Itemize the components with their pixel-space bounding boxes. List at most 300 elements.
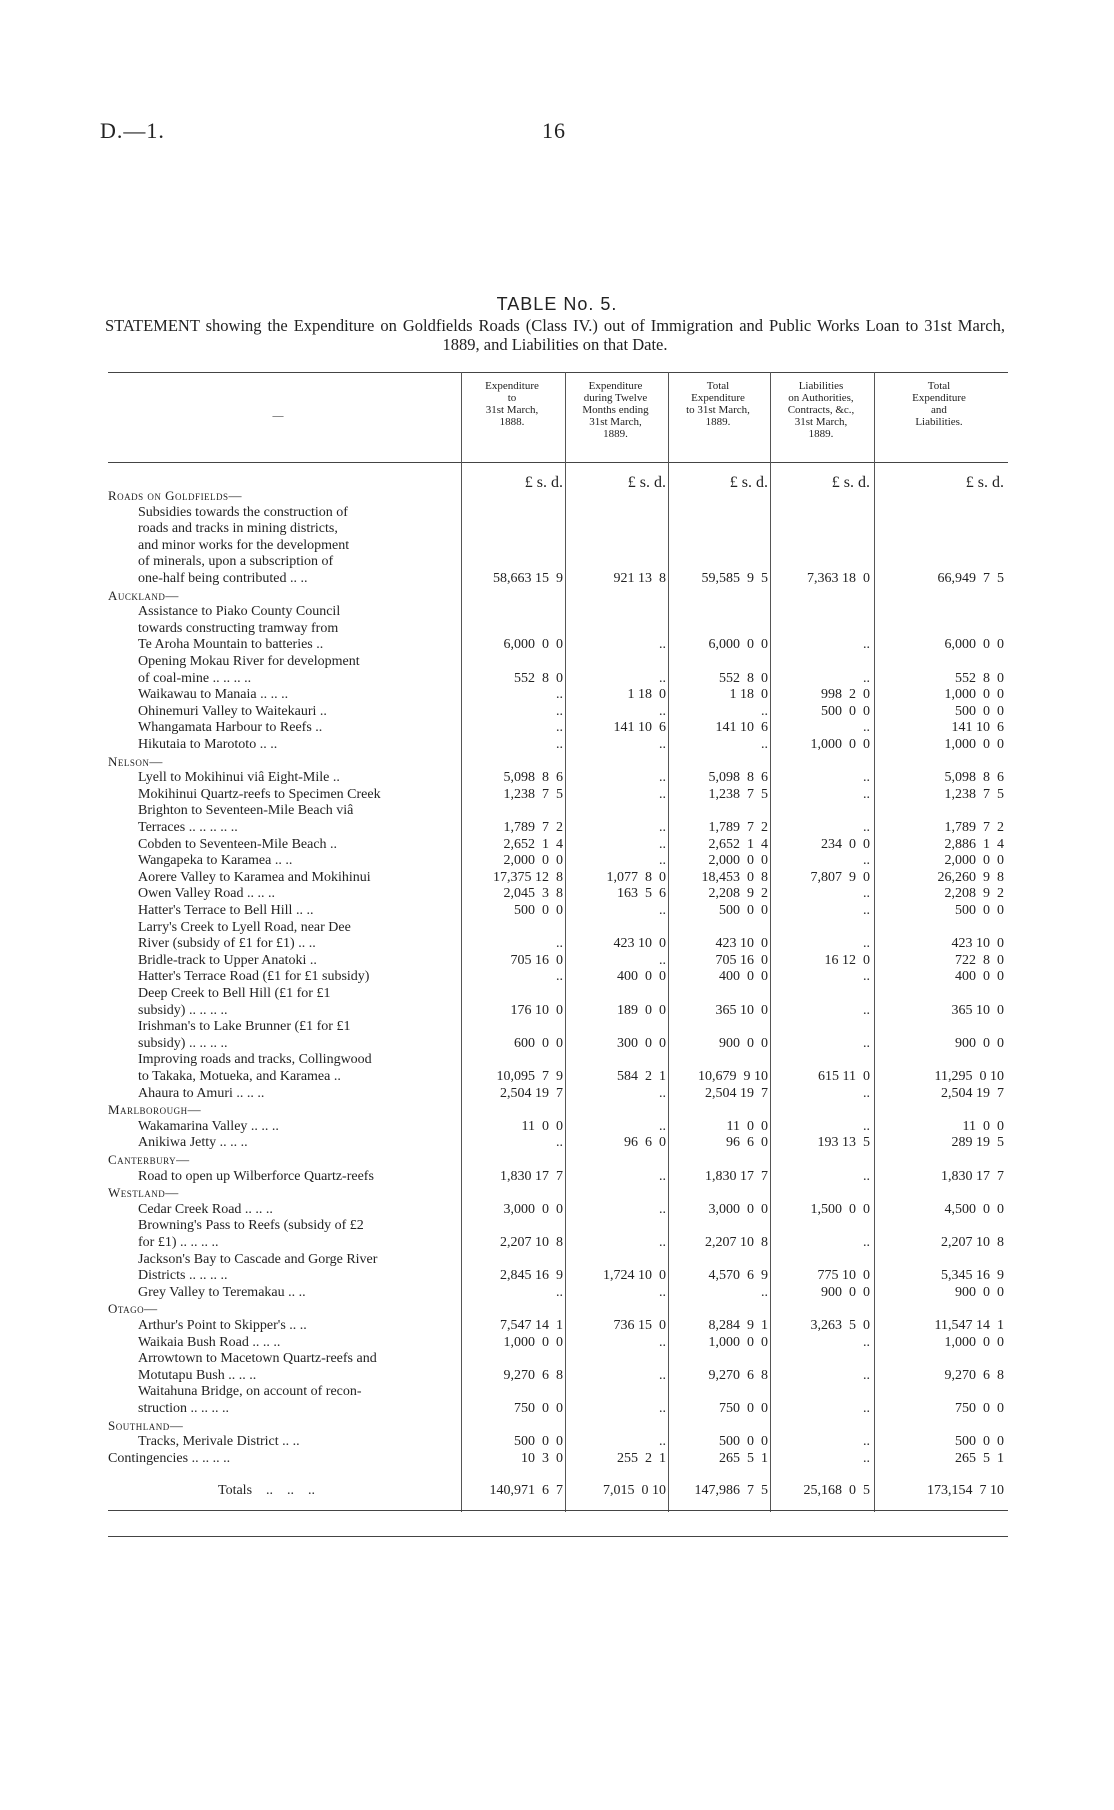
col-header-line: Liabilities. xyxy=(915,416,963,428)
amount-cell: 2,207 10 8 xyxy=(500,1235,563,1250)
amount-cell: 2,207 10 8 xyxy=(941,1235,1004,1250)
statement-caption: STATEMENT showing the Expenditure on Goldfields Roads (Class IV.) out of Immigration and Public Works Loan to 31st March, 1889, and Liabilities on that Date. xyxy=(105,316,1005,354)
row-description: subsidy) .. .. .. .. xyxy=(138,1002,228,1018)
row-description: struction .. .. .. .. xyxy=(138,1401,229,1416)
table-row xyxy=(108,521,1008,537)
amount-cell: .. xyxy=(556,1135,563,1151)
table-row xyxy=(108,654,1008,670)
row-description: Hatter's Terrace to Bell Hill .. .. xyxy=(138,903,314,918)
amount-cell: 11,547 14 1 xyxy=(934,1318,1004,1333)
amount-cell: 2,207 10 8 xyxy=(705,1235,768,1250)
amount-cell: 500 0 0 xyxy=(719,903,768,918)
table-row xyxy=(108,571,1008,587)
amount-cell: .. xyxy=(863,1002,870,1018)
amount-cell: .. xyxy=(863,969,870,985)
amount-cell: 705 16 0 xyxy=(715,952,768,968)
table-row xyxy=(108,1169,1008,1185)
amount-cell: 750 0 0 xyxy=(719,1401,768,1416)
row-description: Waitahuna Bridge, on account of recon- xyxy=(138,1384,362,1400)
table-row xyxy=(108,554,1008,570)
col-expenditure-twelve-months-header xyxy=(565,380,666,440)
section-heading-row xyxy=(108,1418,1008,1434)
amount-cell: 2,652 1 4 xyxy=(708,836,768,852)
amount-cell: 7,547 14 1 xyxy=(500,1318,563,1333)
amount-cell: 289 19 5 xyxy=(951,1135,1004,1151)
col-header-line: 1888. xyxy=(499,416,525,428)
col-desc-header: — xyxy=(272,410,284,422)
amount-cell: .. xyxy=(863,1434,870,1450)
amount-cell: 300 0 0 xyxy=(617,1035,666,1051)
amount-cell: 6,000 0 0 xyxy=(708,637,768,653)
amount-cell: 2,045 3 8 xyxy=(503,886,563,902)
amount-cell: .. xyxy=(761,737,768,752)
table-row xyxy=(108,986,1008,1002)
amount-cell: 10,095 7 9 xyxy=(496,1069,563,1084)
table-row xyxy=(108,1218,1008,1234)
row-description: River (subsidy of £1 for £1) .. .. xyxy=(138,936,316,952)
amount-cell: .. xyxy=(863,1450,870,1466)
table-row xyxy=(108,604,1008,620)
amount-cell: 584 2 1 xyxy=(617,1069,666,1084)
amount-cell: 1,789 7 2 xyxy=(708,820,768,835)
col-header-line: during Twelve xyxy=(583,392,648,404)
amount-cell: 615 11 0 xyxy=(818,1069,870,1084)
amount-cell: .. xyxy=(556,936,563,952)
amount-cell: .. xyxy=(659,1401,666,1416)
row-description: Road to open up Wilberforce Quartz-reefs xyxy=(138,1168,374,1184)
row-description: Arthur's Point to Skipper's .. .. xyxy=(138,1318,307,1333)
amount-cell: .. xyxy=(863,1085,870,1101)
table-row xyxy=(108,505,1008,521)
row-description: Brighton to Seventeen-Mile Beach viâ xyxy=(138,803,354,819)
section-heading-row xyxy=(108,588,1008,604)
row-description: Westland— xyxy=(108,1185,179,1201)
table-row xyxy=(108,886,1008,902)
row-description: Auckland— xyxy=(108,587,179,603)
table-row xyxy=(108,1069,1008,1085)
table-row xyxy=(108,803,1008,819)
amount-cell: 500 0 0 xyxy=(514,1434,563,1450)
amount-cell: 2,652 1 4 xyxy=(503,836,563,852)
amount-cell: 11,295 0 10 xyxy=(934,1069,1004,1084)
amount-cell: 2,208 9 2 xyxy=(944,886,1004,902)
amount-cell: .. xyxy=(556,737,563,752)
row-description: Hikutaia to Marototo .. .. xyxy=(138,737,278,752)
row-description: Deep Creek to Bell Hill (£1 for £1 xyxy=(138,986,331,1001)
table-row xyxy=(108,1401,1008,1417)
col-header-line: 1889. xyxy=(705,416,731,428)
row-description: Cobden to Seventeen-Mile Beach .. xyxy=(138,836,338,852)
amount-cell: .. xyxy=(863,936,870,952)
row-description: Whangamata Harbour to Reefs .. xyxy=(138,720,323,736)
amount-cell: .. xyxy=(863,1235,870,1250)
amount-cell: 141 10 6 xyxy=(715,720,768,736)
row-description: of minerals, upon a subscription of xyxy=(138,554,334,570)
totals-row xyxy=(108,1483,1008,1499)
amount-cell: 6,000 0 0 xyxy=(944,637,1004,653)
amount-cell: .. xyxy=(863,1035,870,1051)
row-description: Anikiwa Jetty .. .. .. xyxy=(138,1135,248,1151)
amount-cell: 1 18 0 xyxy=(627,687,666,703)
amount-cell: .. xyxy=(863,1118,870,1134)
amount-cell: 600 0 0 xyxy=(514,1035,563,1051)
total-amount-cell: 173,154 7 10 xyxy=(927,1483,1004,1499)
amount-cell: 1,000 0 0 xyxy=(944,687,1004,703)
amount-cell: 193 13 5 xyxy=(817,1135,870,1151)
amount-cell: 750 0 0 xyxy=(514,1401,563,1416)
amount-cell: 1,238 7 5 xyxy=(708,786,768,802)
amount-cell: 189 0 0 xyxy=(617,1002,666,1018)
amount-cell: .. xyxy=(863,903,870,918)
col-header-line: 31st March, xyxy=(589,416,642,428)
row-description: Lyell to Mokihinui viâ Eight-Mile .. xyxy=(138,770,340,786)
row-description: Nelson— xyxy=(108,753,163,769)
table-row xyxy=(108,936,1008,952)
col-header-line: 31st March, xyxy=(794,416,848,428)
row-description: of coal-mine .. .. .. .. xyxy=(138,670,252,686)
row-description: Arrowtown to Macetown Quartz-reefs and xyxy=(138,1351,377,1367)
amount-cell: 1,500 0 0 xyxy=(810,1201,870,1217)
table-row xyxy=(108,1019,1008,1035)
amount-cell: 775 10 0 xyxy=(817,1268,870,1284)
table-row xyxy=(108,1368,1008,1384)
totals-label: Totals .. .. .. xyxy=(218,1483,316,1499)
amount-cell: .. xyxy=(761,1284,768,1300)
col-header-line: to xyxy=(507,392,517,404)
amount-cell: 96 6 0 xyxy=(624,1135,666,1151)
amount-cell: 1,789 7 2 xyxy=(503,820,563,835)
amount-cell: 9,270 6 8 xyxy=(503,1367,563,1383)
row-description: Otago— xyxy=(108,1301,158,1317)
table-row xyxy=(108,1268,1008,1284)
row-description: Opening Mokau River for development xyxy=(138,654,360,669)
amount-cell: 96 6 0 xyxy=(726,1135,768,1151)
amount-cell: .. xyxy=(863,720,870,736)
col-header-line: Expenditure xyxy=(588,380,643,392)
section-heading-row xyxy=(108,1152,1008,1168)
amount-cell: 1,000 0 0 xyxy=(944,737,1004,752)
amount-cell: 365 10 0 xyxy=(715,1002,768,1018)
amount-cell: 8,284 9 1 xyxy=(708,1318,768,1333)
amount-cell: .. xyxy=(761,703,768,719)
currency-units: £ s. d. xyxy=(627,474,666,491)
amount-cell: 3,263 5 0 xyxy=(810,1318,870,1333)
amount-cell: 900 0 0 xyxy=(821,1284,870,1300)
amount-cell: 921 13 8 xyxy=(613,571,666,586)
amount-cell: 1,238 7 5 xyxy=(503,786,563,802)
amount-cell: 265 5 1 xyxy=(719,1450,768,1466)
table-row xyxy=(108,1036,1008,1052)
table-row xyxy=(108,1451,1008,1467)
table-row xyxy=(108,820,1008,836)
row-description: and minor works for the development xyxy=(138,537,350,553)
row-description: Canterbury— xyxy=(108,1152,190,1167)
amount-cell: .. xyxy=(659,1118,666,1134)
amount-cell: 552 8 0 xyxy=(514,670,563,686)
total-amount-cell: 25,168 0 5 xyxy=(803,1483,870,1499)
table-row xyxy=(108,737,1008,753)
amount-cell: 900 0 0 xyxy=(955,1284,1004,1300)
amount-cell: 5,098 8 6 xyxy=(708,770,768,786)
totals-rule xyxy=(108,1510,1008,1511)
row-description: Bridle-track to Upper Anatoki .. xyxy=(138,952,317,968)
col-total-expenditure-header xyxy=(668,380,768,428)
col-header-line: Total xyxy=(706,380,730,392)
amount-cell: .. xyxy=(659,637,666,653)
amount-cell: 423 10 0 xyxy=(715,936,768,952)
table-title: TABLE No. 5. xyxy=(496,294,618,314)
amount-cell: 500 0 0 xyxy=(955,703,1004,719)
amount-cell: .. xyxy=(659,820,666,835)
row-description: Waikaia Bush Road .. .. .. xyxy=(138,1334,281,1350)
amount-cell: 7,363 18 0 xyxy=(807,571,870,586)
amount-cell: .. xyxy=(556,687,563,703)
amount-cell: 2,208 9 2 xyxy=(708,886,768,902)
amount-cell: .. xyxy=(556,1284,563,1300)
amount-cell: .. xyxy=(863,1401,870,1416)
table-row xyxy=(108,770,1008,786)
amount-cell: 9,270 6 8 xyxy=(944,1367,1004,1383)
amount-cell: 423 10 0 xyxy=(951,936,1004,952)
amount-cell: .. xyxy=(659,1168,666,1184)
row-description: Mokihinui Quartz-reefs to Specimen Creek xyxy=(138,786,381,802)
amount-cell: .. xyxy=(659,1085,666,1101)
amount-cell: 59,585 9 5 xyxy=(701,571,768,586)
table-row xyxy=(108,1252,1008,1268)
amount-cell: 2,000 0 0 xyxy=(944,853,1004,869)
amount-cell: 4,500 0 0 xyxy=(944,1201,1004,1217)
amount-cell: 900 0 0 xyxy=(719,1035,768,1051)
col-total-exp-liabilities-header xyxy=(874,380,1004,428)
amount-cell: 500 0 0 xyxy=(514,903,563,918)
amount-cell: .. xyxy=(863,853,870,869)
col-header-line: 1889. xyxy=(808,428,834,440)
currency-units: £ s. d. xyxy=(524,474,563,491)
row-description: Te Aroha Mountain to batteries .. xyxy=(138,637,324,653)
amount-cell: .. xyxy=(863,1168,870,1184)
amount-cell: 163 5 6 xyxy=(617,886,666,902)
amount-cell: 500 0 0 xyxy=(955,1434,1004,1450)
amount-cell: 2,504 19 7 xyxy=(941,1085,1004,1101)
col-expenditure-1888-header xyxy=(461,380,563,428)
amount-cell: 17,375 12 8 xyxy=(493,869,563,885)
col-header-line: Contracts, &c., xyxy=(787,404,855,416)
row-description: Ohinemuri Valley to Waitekauri .. xyxy=(138,703,327,719)
amount-cell: 3,000 0 0 xyxy=(708,1201,768,1217)
amount-cell: 500 0 0 xyxy=(821,703,870,719)
table-row xyxy=(108,903,1008,919)
amount-cell: 1,000 0 0 xyxy=(503,1334,563,1350)
row-description: Wakamarina Valley .. .. .. xyxy=(138,1118,279,1134)
amount-cell: 1,724 10 0 xyxy=(603,1268,666,1284)
bottom-rule xyxy=(108,1536,1008,1537)
row-description: subsidy) .. .. .. .. xyxy=(138,1035,228,1051)
amount-cell: .. xyxy=(659,670,666,686)
amount-cell: .. xyxy=(659,853,666,869)
table-row xyxy=(108,920,1008,936)
row-description: one-half being contributed .. .. xyxy=(138,571,308,586)
row-description: Contingencies .. .. .. .. xyxy=(108,1450,231,1466)
table-row xyxy=(108,1202,1008,1218)
amount-cell: 1,789 7 2 xyxy=(944,820,1004,835)
table-row xyxy=(108,687,1008,703)
amount-cell: 10 3 0 xyxy=(521,1450,563,1466)
row-description: to Takaka, Motueka, and Karamea .. xyxy=(138,1069,341,1084)
document-id: D.—1. xyxy=(100,118,165,143)
amount-cell: 3,000 0 0 xyxy=(503,1201,563,1217)
row-description: towards constructing tramway from xyxy=(138,620,339,636)
row-description: Owen Valley Road .. .. .. xyxy=(138,886,275,902)
col-header-line: Months ending xyxy=(582,404,649,416)
table-row xyxy=(108,1335,1008,1351)
amount-cell: 11 0 0 xyxy=(726,1118,768,1134)
amount-cell: 26,260 9 8 xyxy=(937,869,1004,885)
amount-cell: 2,504 19 7 xyxy=(500,1085,563,1101)
table-row xyxy=(108,1052,1008,1068)
amount-cell: 400 0 0 xyxy=(719,969,768,985)
row-description: Subsidies towards the construction of xyxy=(138,504,348,520)
table-row xyxy=(108,1384,1008,1400)
amount-cell: 2,504 19 7 xyxy=(705,1085,768,1101)
amount-cell: 18,453 0 8 xyxy=(701,869,768,885)
amount-cell: 900 0 0 xyxy=(955,1035,1004,1051)
amount-cell: 6,000 0 0 xyxy=(503,637,563,653)
table-row xyxy=(108,1135,1008,1151)
amount-cell: .. xyxy=(659,1334,666,1350)
amount-cell: .. xyxy=(659,770,666,786)
amount-cell: .. xyxy=(659,1367,666,1383)
amount-cell: 400 0 0 xyxy=(617,969,666,985)
amount-cell: 11 0 0 xyxy=(521,1118,563,1134)
row-description: for £1) .. .. .. .. xyxy=(138,1235,219,1250)
amount-cell: 234 0 0 xyxy=(821,836,870,852)
row-description: Irishman's to Lake Brunner (£1 for £1 xyxy=(138,1019,351,1035)
col-liabilities-header xyxy=(770,380,872,440)
row-description: Marlborough— xyxy=(108,1102,202,1118)
table-row xyxy=(108,787,1008,803)
col-header-line: and xyxy=(931,404,947,416)
amount-cell: 1,238 7 5 xyxy=(944,786,1004,802)
row-description: Ahaura to Amuri .. .. .. xyxy=(138,1085,265,1101)
table-row xyxy=(108,953,1008,969)
amount-cell: .. xyxy=(556,720,563,736)
total-amount-cell: 140,971 6 7 xyxy=(489,1483,563,1499)
amount-cell: 1,830 17 7 xyxy=(500,1168,563,1184)
amount-cell: .. xyxy=(863,637,870,653)
amount-cell: 10,679 9 10 xyxy=(698,1069,768,1084)
table-row xyxy=(108,1318,1008,1334)
amount-cell: .. xyxy=(659,1201,666,1217)
table-row xyxy=(108,837,1008,853)
amount-cell: 11 0 0 xyxy=(962,1118,1004,1134)
total-amount-cell: 147,986 7 5 xyxy=(694,1483,768,1499)
amount-cell: 5,098 8 6 xyxy=(944,770,1004,786)
table-row xyxy=(108,969,1008,985)
amount-cell: .. xyxy=(659,1284,666,1300)
amount-cell: 1 18 0 xyxy=(729,687,768,703)
amount-cell: 16 12 0 xyxy=(824,952,870,968)
amount-cell: 365 10 0 xyxy=(951,1002,1004,1018)
table-row xyxy=(108,1119,1008,1135)
amount-cell: .. xyxy=(863,1367,870,1383)
amount-cell: .. xyxy=(863,770,870,786)
row-description: Jackson's Bay to Cascade and Gorge River xyxy=(138,1251,378,1267)
amount-cell: 5,345 16 9 xyxy=(941,1268,1004,1284)
amount-cell: 750 0 0 xyxy=(955,1401,1004,1416)
section-heading-row xyxy=(108,1301,1008,1317)
row-description: Motutapu Bush .. .. .. xyxy=(138,1367,257,1383)
amount-cell: 7,807 9 0 xyxy=(810,869,870,885)
row-description: Browning's Pass to Reefs (subsidy of £2 xyxy=(138,1218,364,1234)
row-description: Larry's Creek to Lyell Road, near Dee xyxy=(138,919,351,935)
row-description: Roads on Goldfields— xyxy=(108,488,243,503)
table-row xyxy=(108,1086,1008,1102)
amount-cell: .. xyxy=(659,786,666,802)
amount-cell: 2,000 0 0 xyxy=(503,853,563,869)
amount-cell: 1,000 0 0 xyxy=(810,737,870,752)
table-row xyxy=(108,538,1008,554)
table-row xyxy=(108,671,1008,687)
amount-cell: 4,570 6 9 xyxy=(708,1268,768,1284)
amount-cell: 722 8 0 xyxy=(955,952,1004,968)
amount-cell: 552 8 0 xyxy=(955,670,1004,686)
currency-units: £ s. d. xyxy=(831,474,870,491)
row-description: Assistance to Piako County Council xyxy=(138,604,341,620)
amount-cell: .. xyxy=(863,886,870,902)
col-header-line: on Authorities, xyxy=(788,392,854,404)
amount-cell: .. xyxy=(863,670,870,686)
col-header-line: Expenditure xyxy=(485,380,539,392)
amount-cell: 998 2 0 xyxy=(821,687,870,703)
page-number: 16 xyxy=(542,118,566,143)
table-row xyxy=(108,720,1008,736)
amount-cell: 736 15 0 xyxy=(613,1318,666,1333)
row-description: Grey Valley to Teremakau .. .. xyxy=(138,1284,306,1300)
table-row xyxy=(108,1235,1008,1251)
amount-cell: .. xyxy=(556,703,563,719)
table-row xyxy=(108,637,1008,653)
amount-cell: 1,000 0 0 xyxy=(944,1334,1004,1350)
amount-cell: 1,830 17 7 xyxy=(941,1168,1004,1184)
amount-cell: 66,949 7 5 xyxy=(937,571,1004,586)
amount-cell: .. xyxy=(659,1235,666,1250)
amount-cell: 265 5 1 xyxy=(955,1450,1004,1466)
row-description: Cedar Creek Road .. .. .. xyxy=(138,1201,273,1217)
amount-cell: 176 10 0 xyxy=(510,1002,563,1018)
amount-cell: .. xyxy=(659,1434,666,1450)
section-heading-row xyxy=(108,488,1008,504)
row-description: roads and tracks in mining districts, xyxy=(138,521,338,537)
column-headers xyxy=(108,372,1008,462)
amount-cell: 400 0 0 xyxy=(955,969,1004,985)
row-description: Wangapeka to Karamea .. .. xyxy=(138,853,293,869)
table-row xyxy=(108,1351,1008,1367)
row-description: Aorere Valley to Karamea and Mokihinui xyxy=(138,869,371,885)
amount-cell: 552 8 0 xyxy=(719,670,768,686)
amount-cell: .. xyxy=(659,836,666,852)
amount-cell: 1,077 8 0 xyxy=(606,869,666,885)
row-description: Improving roads and tracks, Collingwood xyxy=(138,1052,372,1068)
table-row xyxy=(108,1003,1008,1019)
header-rule xyxy=(108,462,1008,463)
col-header-line: to 31st March, xyxy=(686,404,750,416)
total-amount-cell: 7,015 0 10 xyxy=(603,1483,666,1499)
amount-cell: 1,000 0 0 xyxy=(708,1334,768,1350)
col-header-line: Liabilities xyxy=(798,380,844,392)
table-row xyxy=(108,853,1008,869)
table-row xyxy=(108,621,1008,637)
section-heading-row xyxy=(108,754,1008,770)
